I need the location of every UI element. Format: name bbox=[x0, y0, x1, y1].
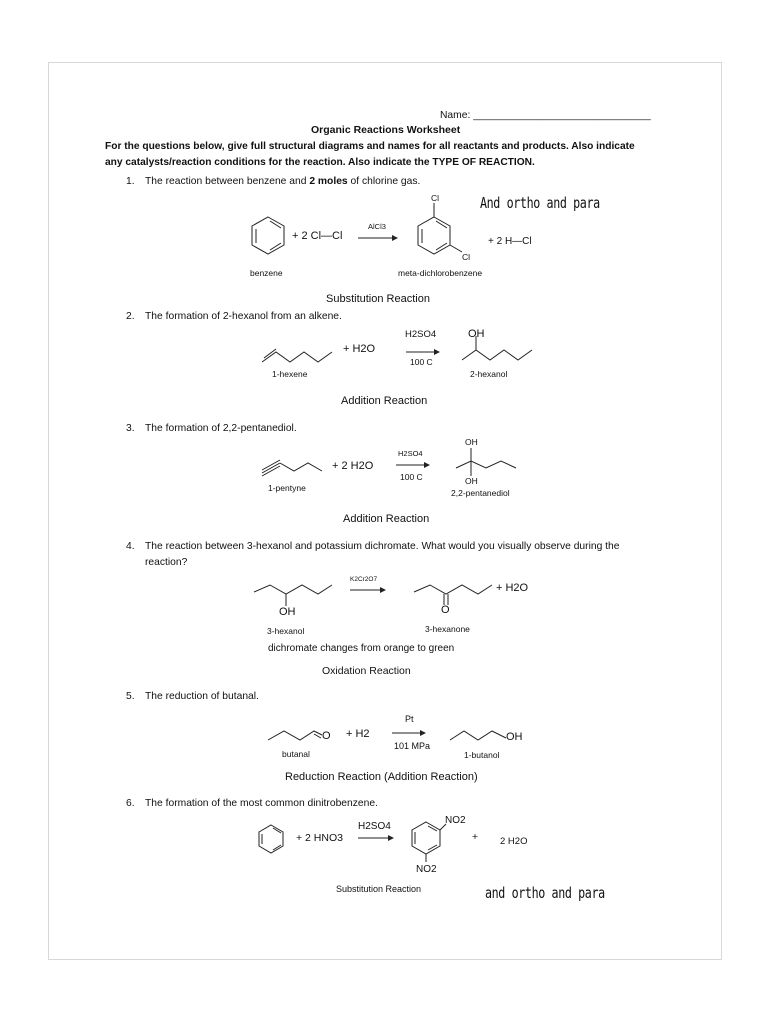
question-3-number: 3. bbox=[126, 423, 135, 434]
product-5-oh-group: OH bbox=[506, 731, 523, 743]
reaction-5-reagent: + H2 bbox=[346, 728, 370, 740]
worksheet-title: Organic Reactions Worksheet bbox=[311, 124, 461, 136]
reaction-6-catalyst: H2SO4 bbox=[358, 821, 391, 832]
reaction-6-type: Substitution Reaction bbox=[336, 884, 422, 894]
product-2-name: 2-hexanol bbox=[470, 369, 508, 379]
product-4-carbonyl-o: O bbox=[441, 604, 450, 616]
reactant-4-oh-group: OH bbox=[279, 606, 296, 618]
question-3-text: The formation of 2,2-pentanediol. bbox=[145, 423, 297, 434]
reaction-1-byproduct: + 2 H—Cl bbox=[488, 236, 532, 247]
question-6-number: 6. bbox=[126, 798, 135, 809]
reaction-4-observation: dichromate changes from orange to green bbox=[268, 643, 455, 654]
reaction-2-condition: 100 C bbox=[410, 357, 433, 367]
product-1-chlorine-top: Cl bbox=[431, 193, 440, 203]
reaction-4-reagent: K2Cr2O7 bbox=[350, 576, 378, 583]
reaction-5-condition: 101 MPa bbox=[394, 741, 431, 751]
handwritten-note-1: And ortho and para bbox=[480, 194, 600, 212]
reaction-4-type: Oxidation Reaction bbox=[322, 665, 411, 677]
reaction-3-catalyst: H2SO4 bbox=[398, 449, 423, 458]
reaction-2-type: Addition Reaction bbox=[341, 395, 428, 407]
product-1-name: meta-dichlorobenzene bbox=[398, 268, 483, 278]
name-field-label: Name: _______________________________ bbox=[440, 110, 651, 121]
product-3-oh-top: OH bbox=[465, 437, 478, 447]
question-1-number: 1. bbox=[126, 176, 135, 187]
benzene-structure-6 bbox=[259, 825, 283, 853]
product-6-nitro-bottom: NO2 bbox=[416, 864, 437, 875]
handwritten-note-6: and ortho and para bbox=[485, 884, 605, 902]
reaction-2-reagent: + H2O bbox=[343, 343, 376, 355]
reactant-5-name: butanal bbox=[282, 749, 310, 759]
product-4-name: 3-hexanone bbox=[425, 624, 470, 634]
reaction-6-plus: + bbox=[472, 832, 479, 843]
product-5-name: 1-butanol bbox=[464, 750, 500, 760]
reaction-6-reagent: + 2 HNO3 bbox=[296, 832, 343, 844]
reaction-1-type: Substitution Reaction bbox=[326, 293, 430, 305]
question-4-text-line-1: The reaction between 3-hexanol and potassium dichromate. What would you visually observe during the bbox=[145, 541, 620, 552]
question-4-text-line-2: reaction? bbox=[145, 557, 188, 568]
reactant-1-name: benzene bbox=[250, 268, 283, 278]
reaction-3-reagent: + 2 H2O bbox=[332, 460, 374, 472]
reaction-3-condition: 100 C bbox=[400, 472, 423, 482]
question-1-text: The reaction between benzene and 2 moles of chlorine gas. bbox=[145, 176, 421, 187]
reactant-2-name: 1-hexene bbox=[272, 369, 308, 379]
reaction-4-byproduct: + H2O bbox=[496, 582, 529, 594]
instructions-line-2: any catalysts/reaction conditions for the reaction. Also indicate the TYPE OF REACTION. bbox=[105, 157, 535, 168]
reaction-6-byproduct: 2 H2O bbox=[500, 836, 528, 847]
product-1-chlorine-bottom: Cl bbox=[462, 252, 471, 262]
reaction-5-type: Reduction Reaction (Addition Reaction) bbox=[285, 771, 478, 783]
question-5-number: 5. bbox=[126, 691, 135, 702]
product-3-oh-bottom: OH bbox=[465, 476, 478, 486]
reaction-5-catalyst: Pt bbox=[405, 714, 414, 724]
reactant-3-name: 1-pentyne bbox=[268, 483, 306, 493]
product-3-name: 2,2-pentanediol bbox=[451, 488, 510, 498]
instructions-line-1: For the questions below, give full structural diagrams and names for all reactants and products. Also indicate bbox=[105, 141, 635, 152]
reaction-1-catalyst: AlCl3 bbox=[368, 222, 386, 231]
question-5-text: The reduction of butanal. bbox=[145, 691, 259, 702]
question-2-number: 2. bbox=[126, 311, 135, 322]
reactant-5-o-atom: O bbox=[322, 730, 331, 742]
product-6-nitro-top: NO2 bbox=[445, 815, 466, 826]
reaction-1-reagent: + 2 Cl—Cl bbox=[292, 230, 343, 242]
reaction-3-type: Addition Reaction bbox=[343, 513, 430, 525]
meta-dinitrobenzene-structure bbox=[412, 822, 446, 862]
question-4-number: 4. bbox=[126, 541, 135, 552]
product-2-oh-group: OH bbox=[468, 328, 485, 340]
reactant-4-name: 3-hexanol bbox=[267, 626, 305, 636]
reaction-2-catalyst: H2SO4 bbox=[405, 329, 437, 340]
question-2-text: The formation of 2-hexanol from an alkene. bbox=[145, 311, 342, 322]
question-6-text: The formation of the most common dinitrobenzene. bbox=[145, 798, 378, 809]
